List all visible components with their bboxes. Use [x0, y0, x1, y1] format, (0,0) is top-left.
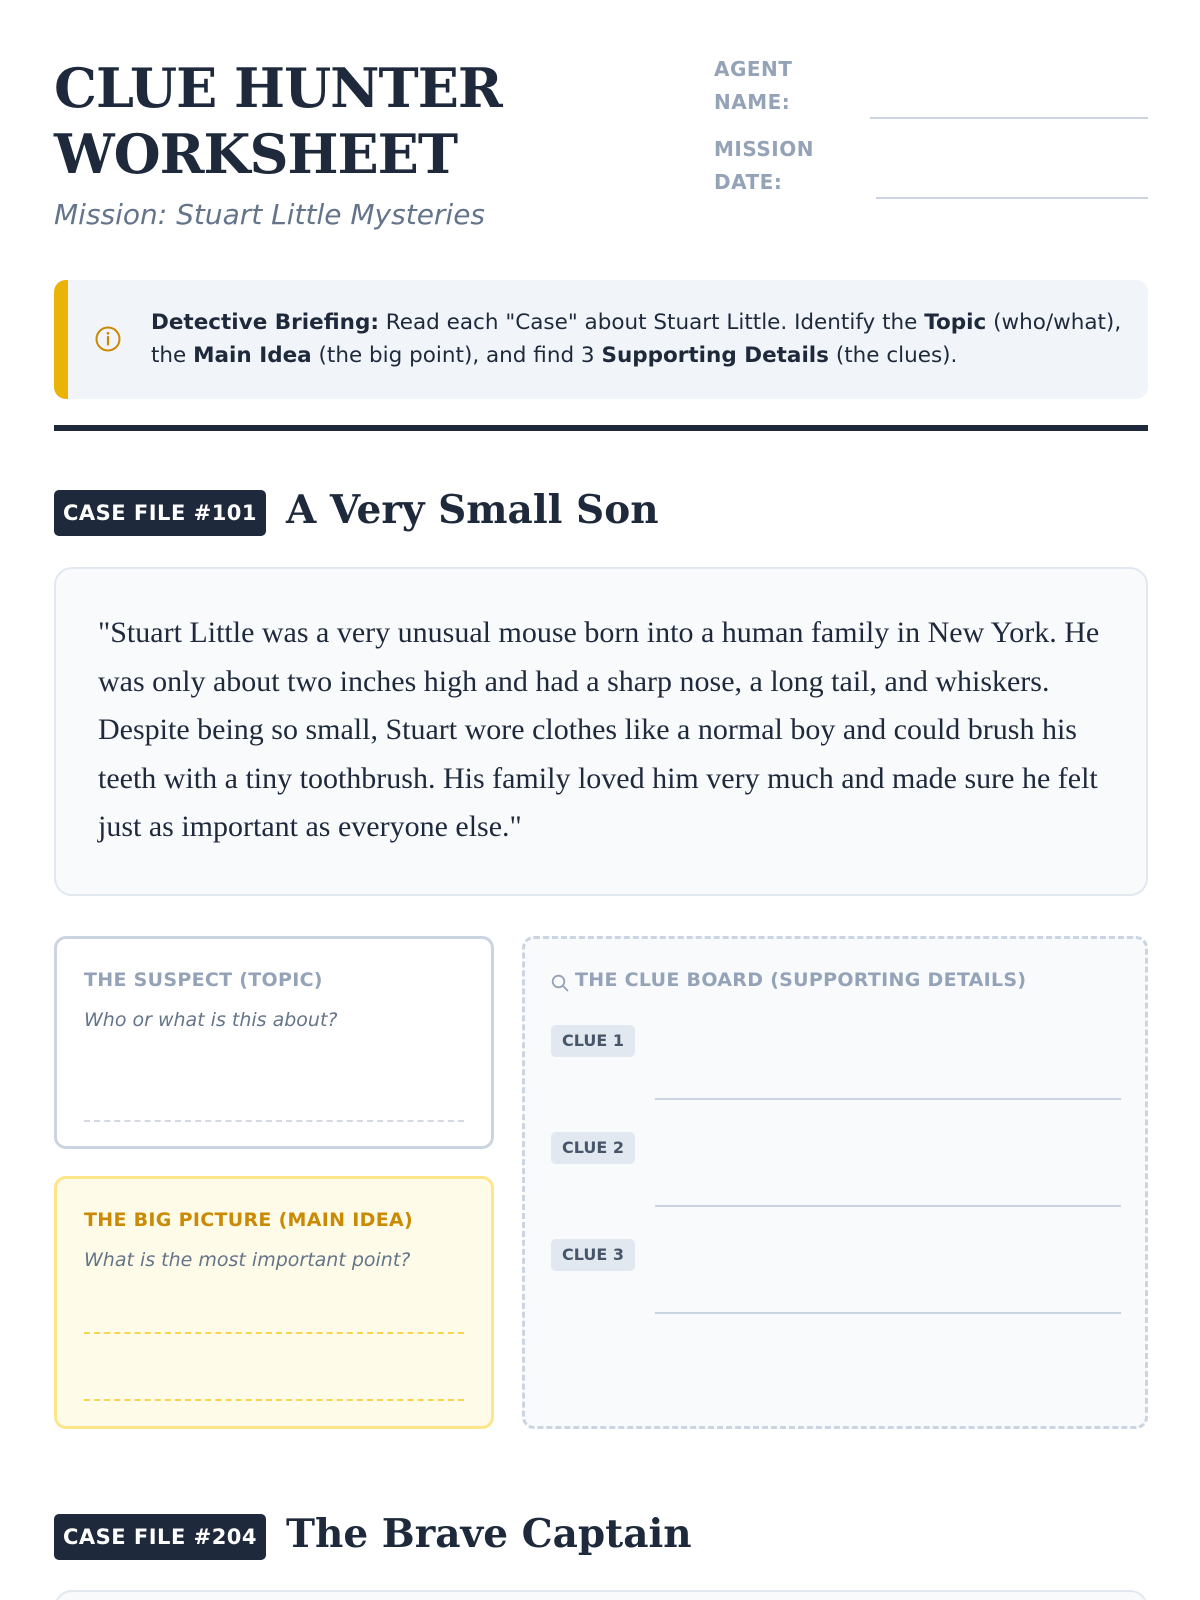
main-idea-answer-box[interactable] [54, 1176, 494, 1429]
topic-answer-box[interactable] [54, 936, 494, 1149]
clue-board [522, 936, 1148, 1429]
briefing-lead: Detective Briefing: [151, 310, 379, 335]
case-heading [54, 488, 1148, 540]
case-file-badge: CASE FILE #204 [54, 1514, 266, 1560]
mission-date-label [714, 133, 834, 199]
clue-row[interactable] [551, 1025, 1121, 1100]
title-line-1: CLUE HUNTER [54, 56, 502, 120]
main-idea-label: THE BIG PICTURE (MAIN IDEA) [84, 1209, 413, 1231]
clue-answer-line[interactable] [655, 1312, 1121, 1314]
topic-label: THE SUSPECT (TOPIC) [84, 969, 323, 991]
case-title: A Very Small Son [286, 487, 659, 533]
briefing-text-4: (the clues). [828, 343, 958, 368]
briefing-text-2: (who/what), the [151, 310, 1122, 368]
main-idea-hint: What is the most important point? [84, 1249, 411, 1271]
clue-badge: CLUE 3 [551, 1239, 635, 1271]
case-file-badge: CASE FILE #101 [54, 490, 266, 536]
agent-name-label-line-2: NAME: [714, 90, 791, 114]
main-idea-answer-line-1[interactable] [84, 1332, 464, 1334]
clue-row[interactable] [551, 1132, 1121, 1207]
passage-text: "Stuart Little was a very unusual mouse born into a human family in New York. He was only about two inches high and had a sharp nose, a long tail, and whiskers. Despite being so small, Stuart wore clothes like a normal boy and could brush his teeth with a tiny toothbrush. His family loved him very much and made sure he felt just as important as everyone else." [98, 616, 1100, 843]
case-passage [54, 567, 1148, 896]
briefing-term-topic: Topic [924, 310, 987, 335]
clue-row[interactable] [551, 1239, 1121, 1314]
info-icon [94, 325, 122, 353]
detective-briefing [54, 280, 1148, 399]
briefing-text [151, 306, 1131, 372]
topic-answer-line[interactable] [84, 1120, 464, 1122]
clue-answer-line[interactable] [655, 1205, 1121, 1207]
clue-board-label: THE CLUE BOARD (SUPPORTING DETAILS) [575, 969, 1027, 991]
case-passage [54, 1590, 1148, 1600]
page-title [54, 55, 694, 187]
mission-date-label-line-2: DATE: [714, 170, 783, 194]
case-heading [54, 1512, 1148, 1564]
briefing-term-main-idea: Main Idea [193, 343, 312, 368]
title-line-2: WORKSHEET [54, 122, 458, 186]
briefing-accent-bar [54, 280, 68, 399]
search-icon [550, 973, 570, 993]
mission-date-label-line-1: MISSION [714, 137, 814, 161]
briefing-text-1: Read each "Case" about Stuart Little. Identify the [378, 310, 925, 335]
mission-date-field[interactable] [714, 133, 1148, 197]
section-divider [54, 425, 1148, 431]
topic-hint: Who or what is this about? [84, 1009, 338, 1031]
page-subtitle: Mission: Stuart Little Mysteries [54, 198, 486, 231]
case-title: The Brave Captain [286, 1511, 692, 1557]
agent-name-input-line[interactable] [870, 117, 1148, 119]
briefing-term-supporting-details: Supporting Details [601, 343, 829, 368]
clue-badge: CLUE 2 [551, 1132, 635, 1164]
clue-answer-line[interactable] [655, 1098, 1121, 1100]
mission-date-input-line[interactable] [876, 197, 1148, 199]
clue-badge: CLUE 1 [551, 1025, 635, 1057]
worksheet-page [54, 0, 1148, 1600]
agent-name-field[interactable] [714, 53, 1148, 117]
briefing-text-3: (the big point), and find 3 [311, 343, 602, 368]
agent-name-label-line-1: AGENT [714, 57, 793, 81]
main-idea-answer-line-2[interactable] [84, 1399, 464, 1401]
agent-name-label [714, 53, 834, 119]
